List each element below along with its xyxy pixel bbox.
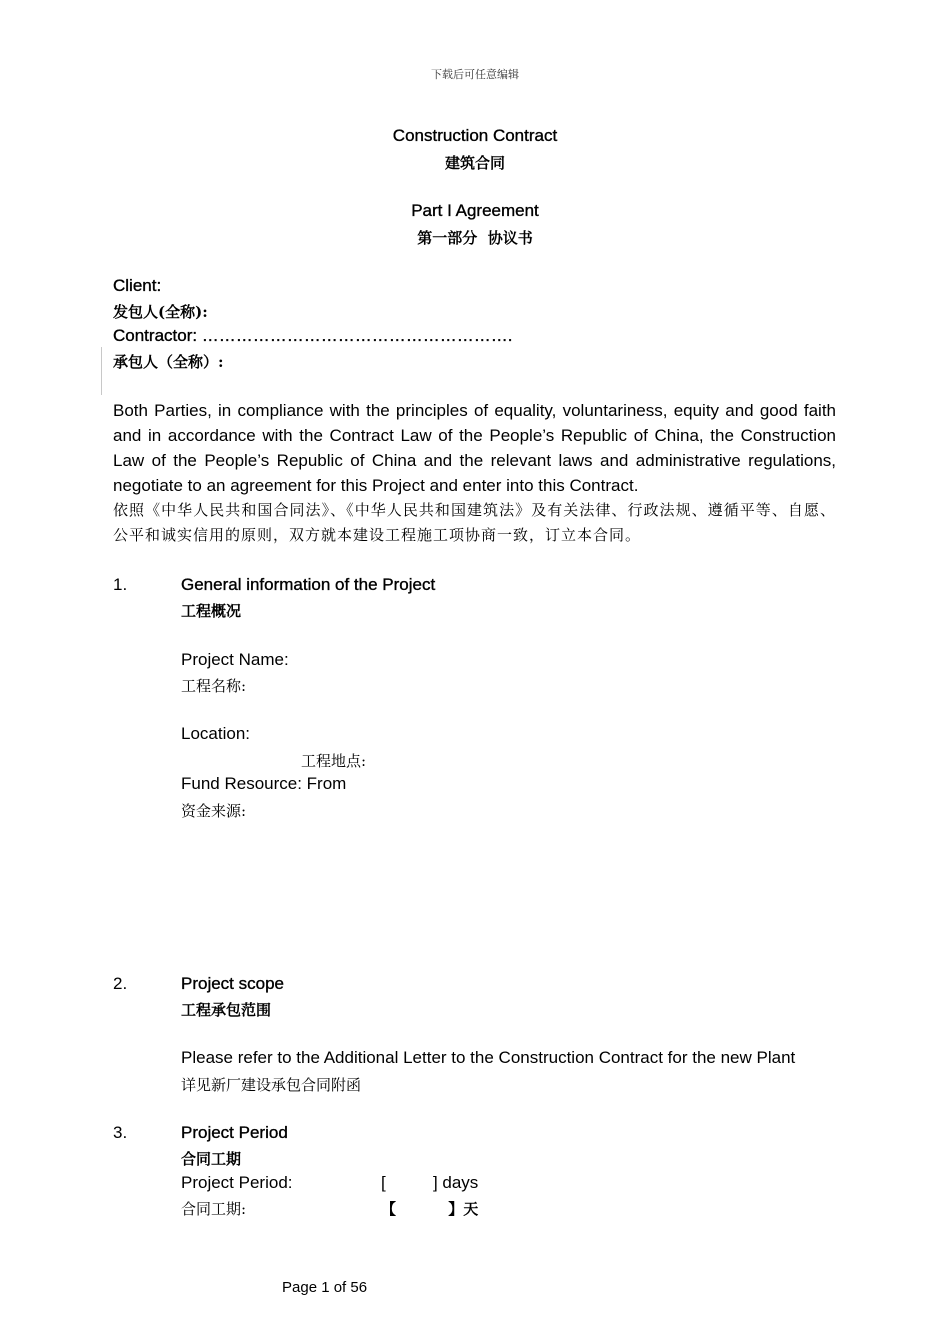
section-1-title-zh: 工程概况 bbox=[181, 602, 242, 620]
client-label-zh: 发包人(全称): bbox=[113, 303, 208, 321]
document-title-zh: 建筑合同 bbox=[444, 154, 505, 172]
fund-resource-label-zh: 资金来源: bbox=[181, 802, 247, 820]
section-2-title-en: Project scope bbox=[181, 974, 284, 993]
page-number-footer: Page 1 of 56 bbox=[282, 1279, 368, 1296]
section-2-title-zh: 工程承包范围 bbox=[181, 1001, 272, 1019]
contractor-label-zh: 承包人（全称）: bbox=[113, 353, 224, 371]
section-3-number: 3. bbox=[113, 1123, 128, 1142]
intro-paragraph-zh: 依照《中华人民共和国合同法》、《中华人民共和国建筑法》及有关法律、行政法规、遵循平等、自愿、公平和诚实信用的原则，双方就本建设工程施工项协商一致，订立本合同。 bbox=[113, 501, 836, 544]
project-name-label-en: Project Name: bbox=[181, 650, 289, 669]
contractor-label-en: Contractor: ………………………………………………. bbox=[113, 326, 513, 345]
page-header: 下载后可任意编辑 bbox=[431, 68, 519, 81]
client-label-en: Client: bbox=[113, 276, 162, 295]
project-name-label-zh: 工程名称: bbox=[181, 677, 247, 695]
project-period-value-en: [ ] days bbox=[381, 1173, 479, 1192]
document-title-en: Construction Contract bbox=[392, 126, 558, 145]
project-period-value-zh: 【 】天 bbox=[381, 1200, 479, 1218]
section-1-title-en: General information of the Project bbox=[181, 575, 436, 594]
project-period-label-en: Project Period: bbox=[181, 1173, 293, 1192]
margin-change-bar bbox=[101, 347, 102, 395]
intro-paragraph-en: Both Parties, in compliance with the principles of equality, voluntariness, equity and good faith and in accordance with the Contract Law of the People’s Republic of China, the Construction Law of the People’s Republic of China and the relevant laws and administrative regulations, negotiate to an agreement for this Project and enter into this Contract. bbox=[113, 401, 836, 495]
fund-resource-label-en: Fund Resource: From bbox=[181, 774, 347, 793]
part-title-zh: 第一部分 协议书 bbox=[417, 229, 533, 247]
part-title-en: Part I Agreement bbox=[411, 201, 539, 220]
section-1-number: 1. bbox=[113, 575, 128, 594]
location-label-en: Location: bbox=[181, 724, 250, 743]
section-3-title-en: Project Period bbox=[181, 1123, 288, 1142]
location-label-zh: 工程地点: bbox=[301, 752, 367, 770]
project-scope-body-zh: 详见新厂建设承包合同附函 bbox=[181, 1076, 362, 1094]
section-3-title-zh: 合同工期 bbox=[181, 1150, 242, 1168]
section-2-number: 2. bbox=[113, 974, 128, 993]
project-scope-body-en: Please refer to the Additional Letter to the Construction Contract for the new Plant bbox=[181, 1048, 796, 1067]
project-period-label-zh: 合同工期: bbox=[181, 1200, 247, 1218]
